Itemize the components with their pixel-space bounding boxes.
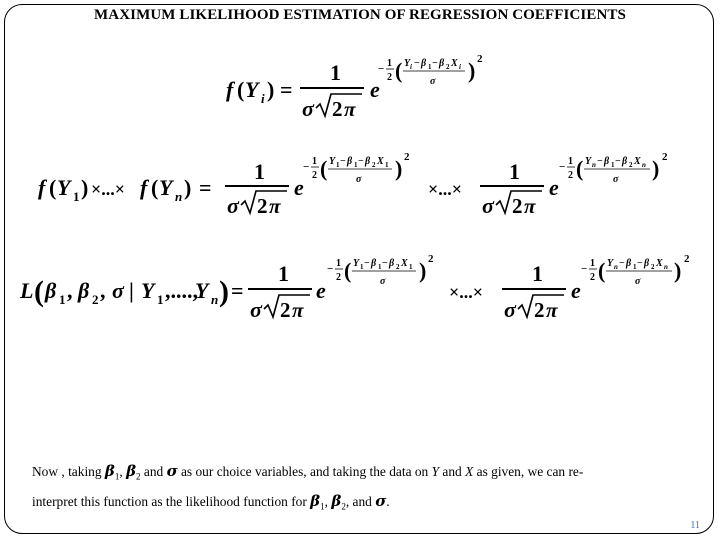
- text-segment: as our choice variables, and taking the data on: [177, 464, 432, 479]
- svg-text:1: 1: [278, 261, 289, 286]
- svg-text:1: 1: [532, 261, 543, 286]
- svg-text:=: =: [280, 77, 293, 102]
- svg-text:−: −: [358, 156, 364, 167]
- beta-symbol: β: [310, 491, 321, 510]
- svg-text:2: 2: [684, 253, 690, 265]
- svg-text:−: −: [364, 258, 370, 269]
- svg-text:−: −: [559, 161, 566, 173]
- svg-text:2: 2: [534, 298, 545, 322]
- svg-text:1: 1: [611, 161, 615, 169]
- svg-text:2: 2: [312, 170, 317, 181]
- svg-text:Y: Y: [159, 175, 173, 200]
- svg-text:β: β: [347, 156, 353, 167]
- svg-text:(: (: [576, 156, 584, 181]
- svg-text:,: ,: [67, 278, 73, 303]
- svg-text:e: e: [294, 175, 304, 200]
- svg-text:1: 1: [378, 263, 382, 271]
- svg-text:): ): [219, 275, 229, 308]
- svg-text:β: β: [389, 258, 395, 269]
- svg-text:): ): [395, 156, 403, 181]
- svg-text:X: X: [401, 258, 408, 269]
- svg-text:2: 2: [446, 63, 450, 71]
- svg-text:2: 2: [568, 170, 573, 181]
- svg-text:−: −: [414, 58, 420, 69]
- svg-text:1: 1: [59, 292, 66, 307]
- svg-text:σ: σ: [613, 174, 619, 185]
- svg-text:1: 1: [336, 258, 341, 269]
- svg-text:β: β: [439, 58, 445, 69]
- svg-text:−: −: [619, 258, 625, 269]
- subscript: 2: [136, 471, 141, 482]
- svg-text:π: π: [292, 298, 304, 322]
- svg-text:2: 2: [477, 53, 483, 65]
- svg-text:2: 2: [92, 292, 99, 307]
- svg-text:−: −: [597, 156, 603, 167]
- beta-symbol: β: [331, 491, 342, 510]
- svg-text:(: (: [344, 258, 352, 283]
- text-segment: Now , taking: [32, 464, 105, 479]
- text-segment: interpret this function as the likelihood function for: [32, 493, 311, 509]
- svg-text:2: 2: [372, 161, 376, 169]
- svg-text:σ: σ: [250, 297, 262, 322]
- text-segment: ,: [324, 493, 332, 509]
- svg-text:1: 1: [157, 292, 164, 307]
- svg-text:σ: σ: [227, 193, 239, 218]
- svg-text:−: −: [581, 263, 588, 275]
- svg-text:×...×: ×...×: [428, 179, 463, 199]
- svg-text:β: β: [626, 258, 632, 269]
- svg-text:β: β: [365, 156, 371, 167]
- svg-text:X: X: [634, 156, 641, 167]
- svg-text:1: 1: [336, 161, 340, 169]
- svg-text:2: 2: [332, 97, 343, 121]
- svg-text:1: 1: [312, 156, 317, 167]
- svg-text:1: 1: [360, 263, 364, 271]
- svg-text:): ): [81, 175, 89, 200]
- svg-text:1: 1: [354, 161, 358, 169]
- svg-text:Y: Y: [195, 278, 209, 303]
- sigma-symbol: σ: [166, 462, 178, 480]
- svg-text:n: n: [592, 161, 596, 169]
- svg-text:f: f: [38, 175, 46, 200]
- svg-text:−: −: [340, 156, 346, 167]
- svg-text:(: (: [598, 258, 606, 283]
- svg-text:σ: σ: [430, 76, 436, 87]
- svg-text:2: 2: [629, 161, 633, 169]
- svg-text:n: n: [175, 189, 183, 204]
- svg-text:X: X: [451, 58, 458, 69]
- svg-text:X: X: [656, 258, 663, 269]
- svg-text:1: 1: [568, 156, 573, 167]
- svg-text:1: 1: [509, 159, 520, 184]
- svg-text:Y: Y: [57, 175, 71, 200]
- svg-text:(: (: [34, 275, 44, 308]
- svg-text:Y: Y: [329, 156, 336, 167]
- svg-text:β: β: [604, 156, 610, 167]
- text-segment: ,: [119, 464, 127, 479]
- svg-text:−: −: [303, 161, 310, 173]
- svg-text:1: 1: [73, 189, 80, 204]
- subscript: 2: [341, 501, 346, 512]
- subscript: 1: [320, 501, 325, 512]
- svg-text:Y: Y: [141, 278, 155, 303]
- svg-text:1: 1: [254, 159, 265, 184]
- svg-text:n: n: [211, 292, 219, 307]
- svg-text:Y: Y: [585, 156, 592, 167]
- svg-text:(: (: [49, 175, 57, 200]
- svg-text:2: 2: [387, 72, 392, 83]
- svg-text:σ: σ: [380, 276, 386, 287]
- svg-text:,: ,: [100, 278, 106, 303]
- svg-text:β: β: [421, 58, 427, 69]
- svg-text:n: n: [642, 161, 646, 169]
- explanation-paragraph: [32, 459, 692, 518]
- svg-text:1: 1: [633, 263, 637, 271]
- svg-text:(: (: [151, 175, 159, 200]
- svg-text:β: β: [644, 258, 650, 269]
- svg-text:σ: σ: [356, 174, 362, 185]
- svg-text:2: 2: [590, 272, 595, 283]
- equation-2: [38, 151, 668, 218]
- text-segment: and: [439, 464, 466, 479]
- svg-text:−: −: [327, 263, 334, 275]
- svg-text:): ): [468, 58, 476, 83]
- text-segment: , and: [345, 493, 376, 509]
- svg-text:π: π: [344, 97, 356, 121]
- svg-text:): ): [674, 258, 682, 283]
- page-number: 11: [690, 520, 700, 531]
- svg-text:σ: σ: [482, 193, 494, 218]
- svg-text:1: 1: [590, 258, 595, 269]
- variable-y: Y: [431, 464, 440, 479]
- svg-text:|: |: [129, 278, 134, 303]
- svg-text:Y: Y: [607, 258, 614, 269]
- svg-text:i: i: [459, 63, 461, 71]
- svg-text:2: 2: [662, 151, 668, 163]
- svg-text:Y: Y: [245, 77, 259, 102]
- svg-text:σ: σ: [635, 276, 641, 287]
- svg-text:−: −: [637, 258, 643, 269]
- subscript: 1: [114, 471, 120, 482]
- svg-text:i: i: [261, 91, 265, 106]
- svg-text:β: β: [371, 258, 377, 269]
- text-segment: and: [140, 464, 167, 479]
- svg-text:2: 2: [257, 194, 268, 218]
- equation-3: [19, 253, 690, 322]
- svg-text:=: =: [199, 175, 212, 200]
- beta-symbol: β: [126, 462, 137, 480]
- svg-text:f: f: [140, 175, 148, 200]
- svg-text:σ: σ: [112, 278, 124, 303]
- svg-text:2: 2: [428, 253, 434, 265]
- text-segment: as given, we can re-: [473, 464, 584, 479]
- svg-text:σ: σ: [302, 96, 314, 121]
- svg-text:,....,: ,....,: [165, 278, 198, 303]
- svg-text:Y: Y: [353, 258, 360, 269]
- svg-text:2: 2: [512, 194, 523, 218]
- svg-text:2: 2: [336, 272, 341, 283]
- svg-text:×...×: ×...×: [449, 282, 484, 302]
- svg-text:(: (: [237, 77, 245, 102]
- svg-text:1: 1: [387, 58, 392, 69]
- svg-text:1: 1: [330, 60, 341, 85]
- svg-text:Y: Y: [404, 58, 411, 69]
- svg-text:e: e: [370, 77, 380, 102]
- svg-text:): ): [184, 175, 192, 200]
- equation-1: [226, 53, 483, 121]
- svg-text:): ): [267, 77, 275, 102]
- svg-text:π: π: [546, 298, 558, 322]
- svg-text:f: f: [226, 77, 234, 102]
- svg-text:X: X: [377, 156, 384, 167]
- svg-text:×...×: ×...×: [91, 179, 126, 199]
- svg-text:−: −: [378, 63, 385, 75]
- svg-text:L: L: [20, 278, 34, 303]
- svg-text:e: e: [549, 175, 559, 200]
- svg-text:2: 2: [404, 151, 410, 163]
- svg-text:2: 2: [396, 263, 400, 271]
- variable-x: X: [465, 464, 474, 479]
- svg-text:π: π: [524, 194, 536, 218]
- svg-text:1: 1: [385, 161, 389, 169]
- svg-text:β: β: [45, 278, 57, 303]
- svg-text:β: β: [78, 278, 90, 303]
- svg-text:2: 2: [280, 298, 291, 322]
- sigma-symbol: σ: [375, 491, 387, 510]
- svg-text:π: π: [269, 194, 281, 218]
- svg-text:1: 1: [409, 263, 413, 271]
- beta-symbol: β: [104, 462, 115, 480]
- svg-text:−: −: [615, 156, 621, 167]
- svg-text:(: (: [320, 156, 328, 181]
- svg-text:1: 1: [428, 63, 432, 71]
- svg-text:2: 2: [651, 263, 655, 271]
- svg-text:−: −: [432, 58, 438, 69]
- svg-text:n: n: [614, 263, 618, 271]
- svg-text:e: e: [316, 278, 326, 303]
- svg-text:i: i: [410, 63, 412, 71]
- svg-text:e: e: [571, 278, 581, 303]
- svg-text:): ): [419, 258, 427, 283]
- svg-text:n: n: [664, 263, 668, 271]
- slide-title: MAXIMUM LIKELIHOOD ESTIMATION OF REGRESSION COEFFICIENTS: [94, 7, 626, 23]
- svg-text:=: =: [231, 278, 244, 303]
- text-segment: .: [386, 493, 390, 509]
- svg-text:−: −: [382, 258, 388, 269]
- svg-text:): ): [652, 156, 660, 181]
- svg-text:(: (: [395, 58, 403, 83]
- svg-text:β: β: [622, 156, 628, 167]
- svg-text:σ: σ: [504, 297, 516, 322]
